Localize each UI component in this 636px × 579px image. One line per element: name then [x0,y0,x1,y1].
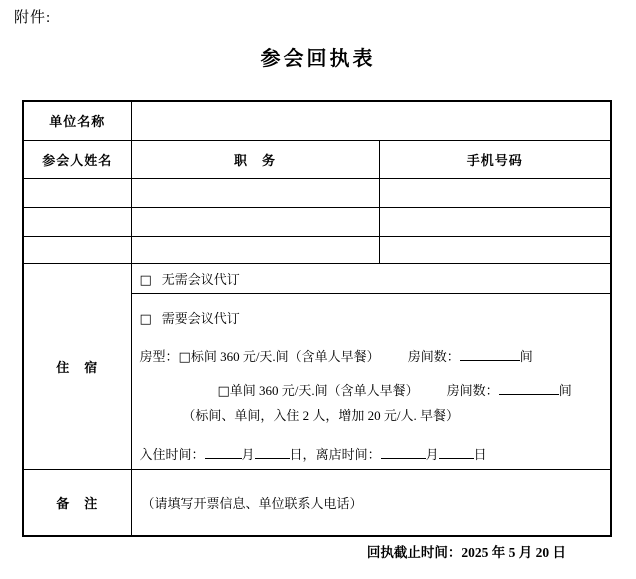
position-cell-1[interactable] [131,178,379,207]
booking-details-cell [131,293,611,469]
checkin-checkout-line [140,446,605,463]
room-count-blank-single[interactable] [499,382,559,395]
attendee-name-header: 参会人姓名 [23,140,131,178]
position-cell-3[interactable] [131,236,379,263]
reply-form-table [22,100,612,537]
attachment-label: 附件: [14,10,52,26]
need-booking-line [140,311,605,328]
comma-separator: ， [302,447,316,462]
no-booking-option-label: 无需会议代订 [161,271,240,287]
room-count-label-single: 房间数： [446,383,499,398]
table-row-unit-name [23,101,611,140]
checkout-month-blank[interactable] [381,446,426,459]
room-count-blank-standard[interactable] [460,348,520,361]
checkin-label: 入住时间： [139,447,205,462]
need-booking-option-label: 需要会议代订 [161,311,240,326]
reply-deadline-text: 回执截止时间：2025 年 5 月 20 日 [366,545,566,560]
no-booking-checkbox[interactable]: □ [139,272,152,288]
page-title: 参会回执表 [260,48,376,70]
room-count-label-standard: 房间数： [407,349,460,364]
attendee-name-cell-3[interactable] [23,236,131,263]
checkin-day-unit: 日 [289,447,303,462]
table-row-attendee-header [23,140,611,178]
need-booking-checkbox[interactable]: □ [139,312,152,327]
standard-room-line [140,348,605,366]
room-type-label: 房型： [139,349,179,364]
accommodation-row-no-booking [23,263,611,293]
mobile-header: 手机号码 [379,140,611,178]
table-row-remark [23,469,611,536]
checkin-month-blank[interactable] [205,446,242,459]
checkout-label: 离店时间： [315,447,381,462]
checkout-day-unit: 日 [473,447,487,462]
room-unit-single: 间 [558,383,572,398]
checkout-month-unit: 月 [425,447,439,462]
remark-hint-text: （请填写开票信息、单位联系人电话） [141,495,363,511]
attendee-row-1 [23,178,611,207]
attendee-row-2 [23,207,611,236]
mobile-cell-2[interactable] [379,207,611,236]
unit-name-label: 单位名称 [23,101,131,140]
attendee-name-cell-2[interactable] [23,207,131,236]
occupancy-note: （标间、单间，入住 2 人，增加 20 元/人. 早餐） [182,408,460,423]
unit-name-value-cell[interactable] [131,101,611,140]
attendee-name-cell-1[interactable] [23,178,131,207]
single-room-line [140,382,605,400]
standard-room-label: 标间 360 元/天.间（含单人早餐） [190,349,380,364]
position-cell-2[interactable] [131,207,379,236]
accommodation-label: 住 宿 [23,263,131,469]
single-room-label: 单间 360 元/天.间（含单人早餐） [229,383,419,398]
no-booking-option-cell [131,263,611,293]
room-unit-standard: 间 [519,349,533,364]
attendee-row-3 [23,236,611,263]
position-header: 职 务 [131,140,379,178]
checkin-month-unit: 月 [241,447,255,462]
checkin-day-blank[interactable] [255,446,290,459]
remark-value-cell[interactable] [131,469,611,536]
mobile-cell-3[interactable] [379,236,611,263]
mobile-cell-1[interactable] [379,178,611,207]
occupancy-note-line [140,408,605,424]
single-room-checkbox[interactable]: □ [217,384,230,399]
checkout-day-blank[interactable] [439,446,474,459]
standard-room-checkbox[interactable]: □ [178,350,191,365]
remark-label: 备 注 [23,469,131,536]
